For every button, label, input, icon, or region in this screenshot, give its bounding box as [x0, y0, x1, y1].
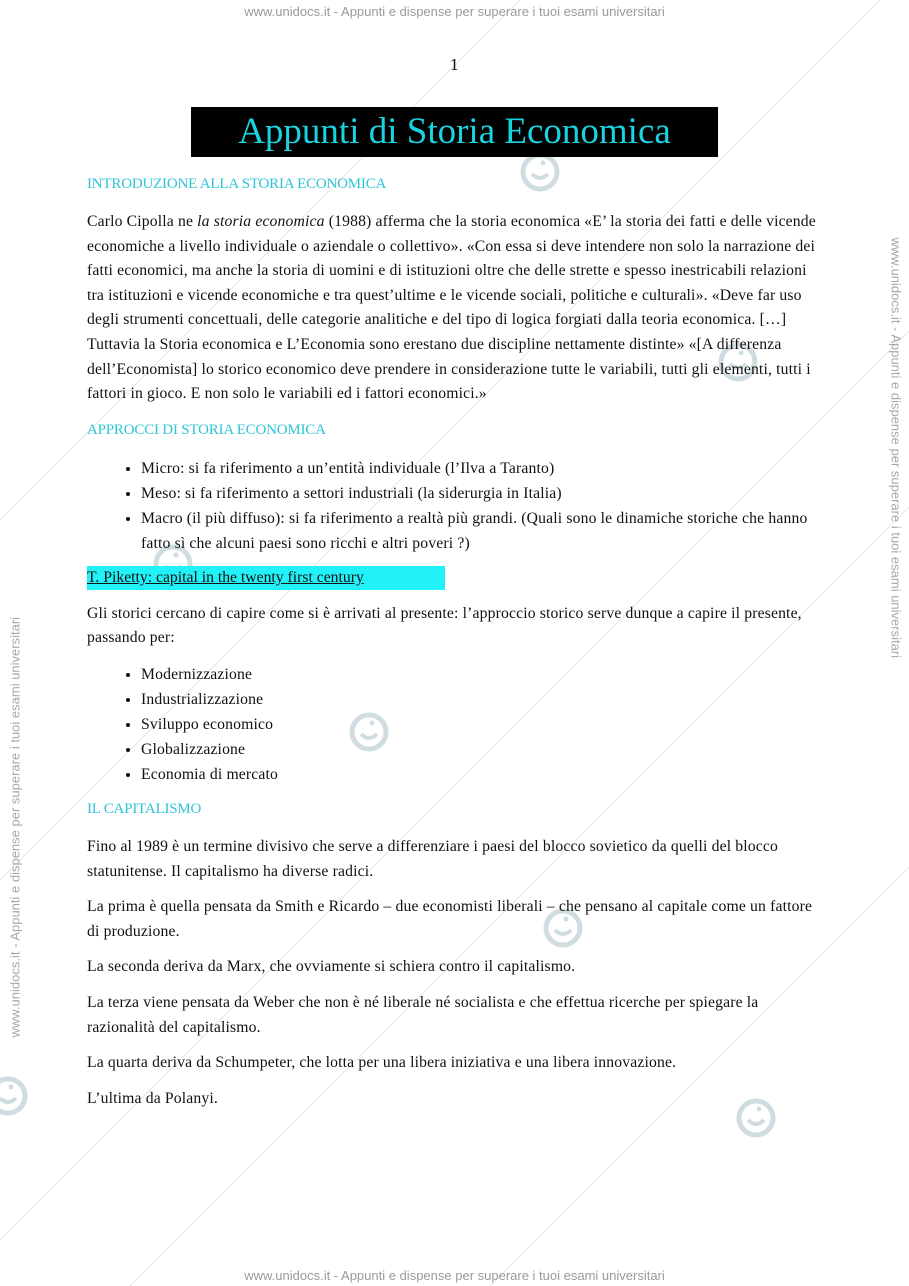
watermark-bottom: www.unidocs.it - Appunti e dispense per superare i tuoi esami universitari [244, 1268, 665, 1283]
document-title-box [191, 107, 718, 157]
list-item: • Modernizzazione [141, 662, 823, 687]
watermark-logo-icon [0, 1074, 30, 1118]
list-item: • Globalizzazione [141, 737, 823, 762]
watermark-right: www.unidocs.it - Appunti e dispense per superare i tuoi esami universitari [888, 237, 904, 659]
list-item: • Economia di mercato [141, 762, 823, 787]
list-item: • Sviluppo economico [141, 712, 823, 737]
list-item: • Micro: si fa riferimento a un’entità individuale (l’Ilva a Taranto) [141, 456, 823, 481]
paragraph-capitalismo: L’ultima da Polanyi. [87, 1089, 218, 1107]
italic-book-title: la storia economica [197, 213, 325, 230]
bullet-list-approcci [87, 456, 823, 556]
highlight-text: T. Piketty: capital in the twenty first century [87, 566, 445, 590]
bullet-list-processi [87, 662, 823, 787]
document-title: Appunti di Storia Economica [238, 111, 671, 152]
section-heading-introduzione: INTRODUZIONE ALLA STORIA ECONOMICA [87, 176, 387, 192]
paragraph-capitalismo: La seconda deriva da Marx, che ovviamente si schiera contro il capitalismo. [87, 958, 576, 976]
watermark-top: www.unidocs.it - Appunti e dispense per superare i tuoi esami universitari [244, 4, 665, 19]
paragraph-capitalismo: Fino al 1989 è un termine divisivo che serve a differenziare i paesi del blocco sovietico da quelli del blocco statunitense. Il capitalismo ha diverse radici. [87, 837, 778, 880]
paragraph-capitalismo: La quarta deriva da Schumpeter, che lotta per una libera iniziativa e una libera innovazione. [87, 1054, 677, 1072]
list-item: • Industrializzazione [141, 687, 823, 712]
text-span: (1988) afferma che la storia economica «E’ la storia dei fatti e delle vicende economiche a livello individuale o aziendale o collettivo». «Con essa si deve intendere non solo la narrazione dei fatti economici, ma anche la storia di uomini e di istituzioni oltre che delle strette e spesso inestricabili relazioni tra istituzioni e vicende economiche e tra quest’ultime e le vicende sociali, politiche e culturali». «Deve far uso degli strumenti concettuali, delle categorie analitiche e del tipo di logica forgiati dalla teoria economica. […] Tuttavia la Storia economica e L’Economia sono erestano due discipline nettamente distinte» «[A differenza dell’Economista] lo storico economico deve prendere in considerazione tutte le variabili, tutti gli elementi, tutti i fattori in gioco. E non solo le variabili ed i fattori economici.» [87, 213, 816, 403]
watermark-left: www.unidocs.it - Appunti e dispense per superare i tuoi esami universitari [7, 616, 23, 1038]
list-item: • Meso: si fa riferimento a settori industriali (la siderurgia in Italia) [141, 481, 823, 506]
section-heading-approcci: APPROCCI DI STORIA ECONOMICA [87, 421, 326, 438]
section-heading-capitalismo: IL CAPITALISMO [87, 800, 202, 817]
document-body [87, 172, 823, 1122]
paragraph-intro [87, 210, 823, 407]
paragraph-piketty: Gli storici cercano di capire come si è arrivati al presente: l’approccio storico serve dunque a capire il presente, passando per: [87, 604, 802, 647]
highlighted-reference [87, 566, 823, 590]
paragraph-capitalismo: La terza viene pensata da Weber che non è né liberale né socialista e che effettua ricerche per spiegare la razionalità del capitalismo. [87, 993, 759, 1036]
paragraph-capitalismo: La prima è quella pensata da Smith e Ricardo – due economisti liberali – che pensano al capitale come un fattore di produzione. [87, 898, 813, 940]
page-number: 1 [449, 56, 460, 74]
text-span: Carlo Cipolla ne [87, 213, 198, 230]
list-item: • Macro (il più diffuso): si fa riferimento a realtà più grandi. (Quali sono le dinamiche storiche che hanno fatto sì che alcuni paesi sono ricchi e altri poveri ?) [141, 506, 823, 556]
